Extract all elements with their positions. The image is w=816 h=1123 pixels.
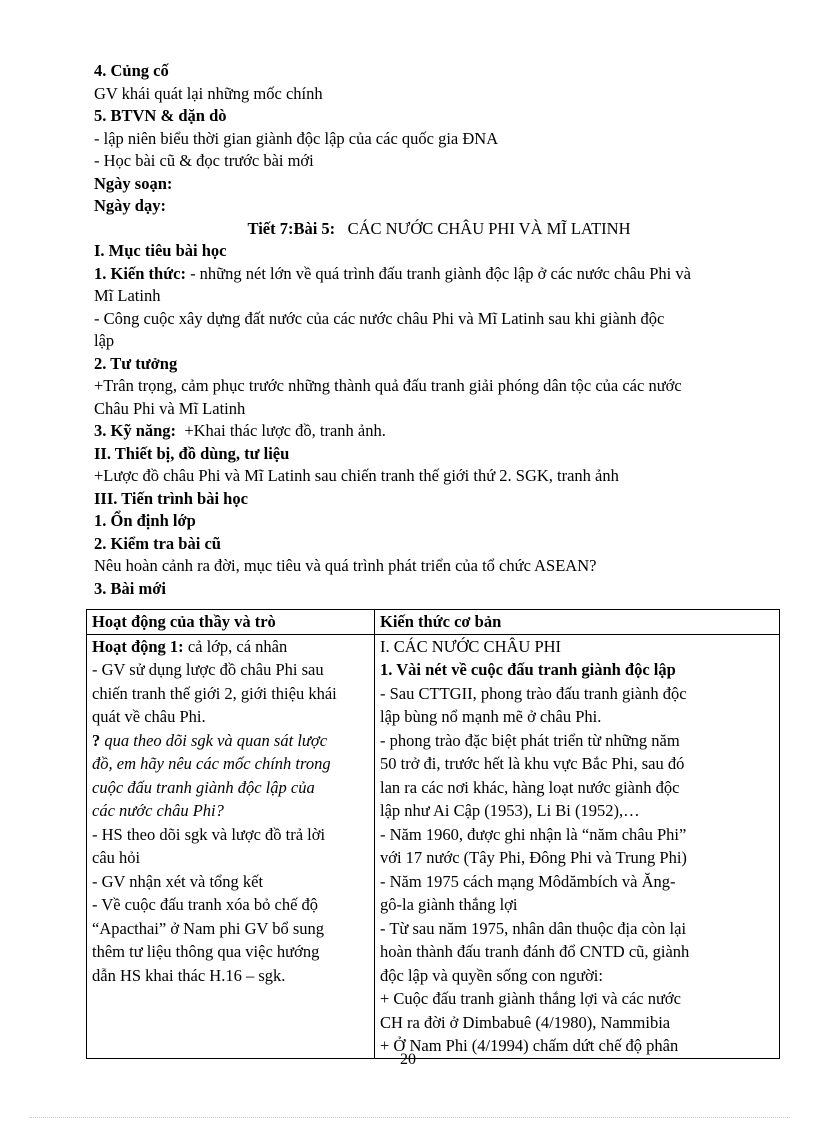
ve-cuoc-line-2: “Apacthai” ở Nam phi GV bổ sung [92, 918, 325, 938]
knowledge-line: gô-la giành thắng lợi [380, 895, 518, 914]
tien-trinh-heading: III. Tiến trình bài học [94, 488, 248, 508]
muc-tieu-heading: I. Mục tiêu bài học [94, 241, 227, 260]
table-header-activities: Hoạt động của thầy và trò [87, 610, 375, 635]
knowledge-line: CH ra đời ở Dimbabuê (4/1980), Nammibia [380, 1012, 671, 1032]
lesson-table [86, 609, 780, 1059]
gv-su-dung-line-1: - GV sử dụng lược đồ châu Phi sau [92, 660, 324, 679]
ngay-day: Ngày dạy: [94, 196, 166, 215]
activities-cell [87, 634, 375, 1058]
kien-thuc [94, 263, 784, 286]
knowledge-line: - Từ sau năm 1975, nhân dân thuộc địa còn lại [380, 918, 687, 938]
cong-cuoc-line-1: - Công cuộc xây dựng đất nước của các nước châu Phi và Mĩ Latinh sau khi giành độc [94, 308, 665, 328]
lesson-title [94, 218, 784, 241]
ky-nang [94, 420, 784, 443]
question-line-4: các nước châu Phi? [92, 801, 224, 820]
table-header-row [87, 610, 780, 635]
page-number: 20 [400, 1051, 416, 1068]
thiet-bi-text: +Lược đồ châu Phi và Mĩ Latinh sau chiến tranh thế giới thứ 2. SGK, tranh ảnh [94, 466, 619, 485]
activity-1-label: Hoạt động 1: [92, 636, 184, 656]
section-4-text: GV khái quát lại những mốc chính [94, 83, 323, 103]
section-5-heading: 5. BTVN & dặn dò [94, 106, 227, 125]
knowledge-line: hoàn thành đấu tranh đánh đổ CNTD cũ, giành [380, 942, 690, 961]
tu-tuong-line-1: +Trân trọng, cảm phục trước những thành quả đấu tranh giải phóng dân tộc của các nước [94, 376, 682, 395]
hs-line-1: - HS theo dõi sgk và lược đồ trả lời [92, 824, 326, 844]
knowledge-line: - Năm 1975 cách mạng Môdămbích và Ăng- [380, 871, 676, 891]
table-header-knowledge: Kiến thức cơ bản [375, 610, 780, 635]
ve-cuoc-line-3: thêm tư liệu thông qua việc hướng [92, 942, 320, 961]
knowledge-line: lan ra các nơi khác, hàng loạt nước giành độc [380, 777, 680, 797]
bai-moi-heading: 3. Bài mới [94, 578, 166, 598]
cong-cuoc-line-2: lập [94, 331, 115, 350]
tu-tuong-heading: 2. Tư tưởng [94, 353, 178, 373]
knowledge-subheading: 1. Vài nét về cuộc đấu tranh giành độc lập [380, 660, 676, 679]
section-5-item-1: - lập niên biểu thời gian giành độc lập của các quốc gia ĐNA [94, 128, 499, 148]
knowledge-cell [375, 634, 780, 1058]
on-dinh-lop: 1. Ổn định lớp [94, 511, 196, 530]
knowledge-line: - Năm 1960, được ghi nhận là “năm châu Phi” [380, 824, 687, 844]
activity-1-line [92, 635, 370, 659]
knowledge-line: độc lập và quyền sống con người: [380, 965, 603, 985]
knowledge-section: I. CÁC NƯỚC CHÂU PHI [380, 636, 562, 656]
lesson-number: Tiết 7:Bài 5: [247, 218, 336, 238]
kien-thuc-label: 1. Kiến thức: [94, 263, 186, 283]
knowledge-line: 50 trở đi, trước hết là khu vực Bắc Phi, sau đó [380, 754, 685, 773]
knowledge-line: với 17 nước (Tây Phi, Đông Phi và Trung Phi) [380, 848, 687, 867]
lesson-name: CÁC NƯỚC CHÂU PHI VÀ MĨ LATINH [347, 218, 631, 238]
section-4-heading: 4. Củng cố [94, 61, 169, 80]
gv-nhan-xet: - GV nhận xét và tổng kết [92, 871, 264, 891]
ve-cuoc-line-1: - Về cuộc đấu tranh xóa bỏ chế độ [92, 895, 319, 914]
thiet-bi-heading: II. Thiết bị, đồ dùng, tư liệu [94, 443, 290, 463]
knowledge-line: + Cuộc đấu tranh giành thắng lợi và các nước [380, 989, 681, 1008]
knowledge-line: + Ở Nam Phi (4/1994) chấm dứt chế độ phân [380, 1036, 679, 1055]
ngay-soan: Ngày soạn: [94, 173, 173, 193]
question-line-3: cuộc đấu tranh giành độc lập của [92, 777, 315, 797]
page-bottom-divider [30, 1117, 790, 1118]
question-mark: ? [92, 730, 101, 750]
gv-su-dung-line-3: quát về châu Phi. [92, 707, 206, 726]
knowledge-line: - phong trào đặc biệt phát triển từ những năm [380, 730, 680, 750]
ky-nang-label: 3. Kỹ năng: [94, 421, 177, 440]
kien-thuc-text: - những nét lớn về quá trình đấu tranh giành độc lập ở các nước châu Phi và [185, 263, 691, 283]
question-line-1 [92, 729, 370, 753]
kiem-tra-text: Nêu hoàn cảnh ra đời, mục tiêu và quá trình phát triển của tổ chức ASEAN? [94, 556, 597, 575]
gv-su-dung-line-2: chiến tranh thế giới 2, giới thiệu khái [92, 683, 337, 703]
question-text-1: qua theo dõi sgk và quan sát lược [100, 730, 328, 750]
ve-cuoc-line-4: dẫn HS khai thác H.16 – sgk. [92, 965, 286, 985]
document-body [94, 60, 784, 600]
question-line-2: đồ, em hãy nêu các mốc chính trong [92, 754, 331, 773]
table-row [87, 634, 780, 1058]
knowledge-line: lập như Ai Cập (1953), Li Bi (1952),… [380, 801, 640, 820]
tu-tuong-line-2: Châu Phi và Mĩ Latinh [94, 398, 246, 418]
hs-line-2: câu hỏi [92, 848, 141, 867]
activity-1-text: cả lớp, cá nhân [183, 636, 288, 656]
ky-nang-text: +Khai thác lược đồ, tranh ảnh. [184, 421, 386, 440]
kien-thuc-cont: Mĩ Latinh [94, 286, 161, 305]
knowledge-line: lập bùng nổ mạnh mẽ ở châu Phi. [380, 707, 602, 726]
knowledge-line: - Sau CTTGII, phong trào đấu tranh giành độc [380, 683, 687, 703]
kiem-tra-heading: 2. Kiểm tra bài cũ [94, 533, 221, 553]
section-5-item-2: - Học bài cũ & đọc trước bài mới [94, 151, 314, 170]
